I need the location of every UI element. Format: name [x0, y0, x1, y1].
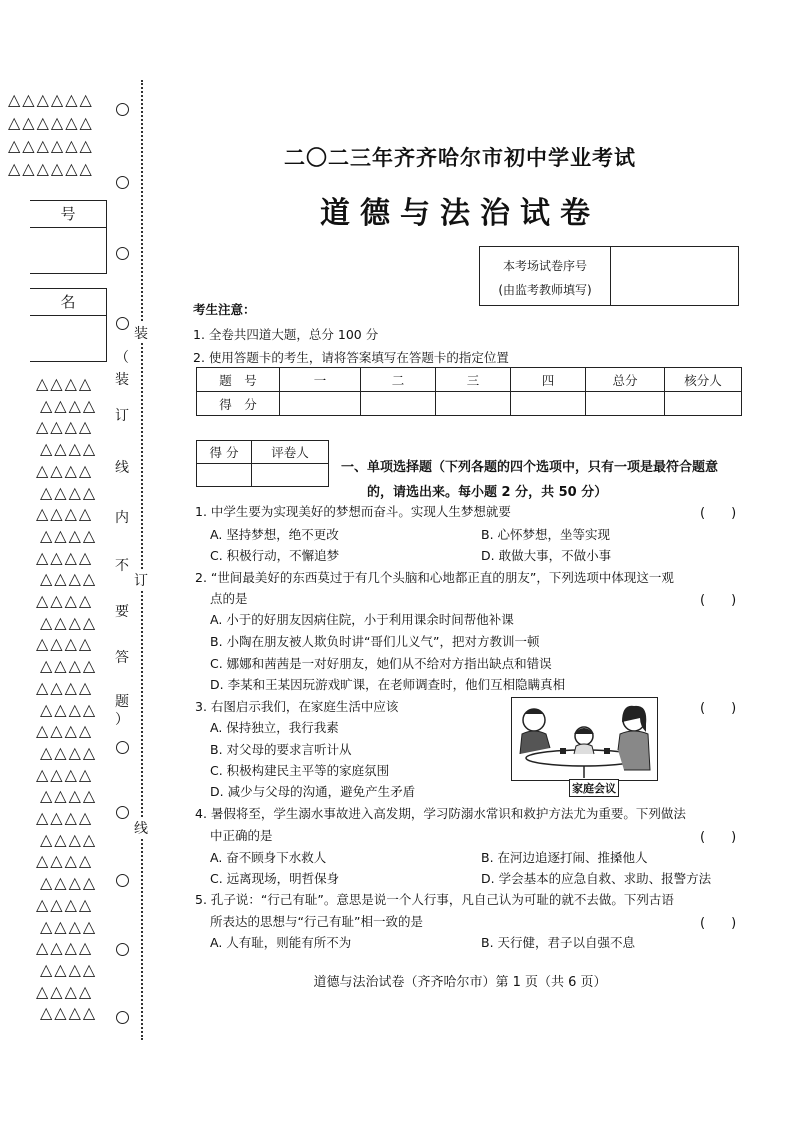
section-heading-line: 的，请选出来。每小题 2 分，共 50 分）	[367, 485, 608, 500]
option: A. 人有耻，则能有所不为	[210, 935, 352, 950]
option: D. 敢做大事，不做小事	[481, 548, 612, 563]
grader-score-cell[interactable]	[197, 464, 252, 487]
score-table-header: 二	[361, 368, 436, 392]
binding-char: 订	[115, 408, 129, 424]
score-cell[interactable]	[361, 392, 436, 416]
score-cell[interactable]	[586, 392, 665, 416]
serial-number-box	[479, 246, 739, 306]
question-stem: 所表达的思想与“行己有耻”相一致的是	[210, 914, 423, 929]
question-stem: 2. “世间最美好的东西莫过于有几个头脑和心地都正直的朋友”，下列选项中体现这一观	[195, 570, 674, 585]
serial-label: 本考场试卷序号	[502, 259, 587, 273]
triangle-row: △△△△	[36, 634, 94, 653]
student-name-label: 名	[60, 293, 76, 311]
question-stem: 4. 暑假将至，学生溺水事故进入高发期，学习防溺水常识和救护方法尤为重要。下列做法	[195, 806, 686, 821]
serial-note: (由监考教师填写)	[498, 283, 592, 297]
question-stem: 1. 中学生要为实现美好的梦想而奋斗。实现人生梦想就要	[195, 504, 511, 519]
grader-name-label: 评卷人	[252, 441, 329, 464]
binding-hole	[116, 103, 129, 116]
triangle-row: △△△△	[36, 938, 94, 957]
binding-char: （	[115, 350, 129, 366]
option: A. 小于的好朋友因病住院，小于利用课余时间帮他补课	[210, 612, 514, 627]
triangle-row: △△△△	[36, 808, 94, 827]
option: B. 对父母的要求言听计从	[210, 742, 352, 757]
triangle-row: △△△△	[36, 851, 94, 870]
binding-hole	[116, 176, 129, 189]
answer-parentheses[interactable]: ( )	[700, 701, 737, 716]
binding-hole	[116, 1011, 129, 1024]
binding-char: 题	[115, 694, 129, 710]
binding-mark-xian: 线	[134, 818, 148, 838]
notes-item: 1. 全卷共四道大题，总分 100 分	[193, 327, 379, 342]
exam-title: 二〇二三年齐齐哈尔市初中学业考试	[284, 146, 636, 170]
grader-name-cell[interactable]	[252, 464, 329, 487]
binding-hole	[116, 874, 129, 887]
option: A. 坚持梦想，绝不更改	[210, 527, 339, 542]
student-number-label: 号	[60, 205, 76, 223]
score-cell[interactable]	[511, 392, 586, 416]
triangle-row: △△△△	[40, 656, 98, 675]
score-table-header: 四	[511, 368, 586, 392]
option: C. 积极构建民主平等的家庭氛围	[210, 763, 390, 778]
binding-line	[141, 80, 143, 1040]
triangle-row: △△△△	[40, 743, 98, 762]
triangle-row: △△△△	[36, 461, 94, 480]
binding-char: 要	[115, 604, 129, 620]
triangle-row: △△△△△△	[8, 113, 94, 132]
binding-hole	[116, 806, 129, 819]
question-stem: 5. 孔子说：“行己有耻”。意思是说一个人行事，凡自己认为可耻的就不去做。下列古语	[195, 892, 674, 907]
triangle-row: △△△△	[40, 569, 98, 588]
triangle-row: △△△△△△	[8, 90, 94, 109]
answer-parentheses[interactable]: ( )	[700, 593, 737, 608]
triangle-row: △△△△	[36, 417, 94, 436]
option: B. 天行健，君子以自强不息	[481, 935, 636, 950]
score-cell[interactable]	[280, 392, 361, 416]
question-stem: 3. 右图启示我们，在家庭生活中应该	[195, 699, 399, 714]
triangle-row: △△△△	[40, 483, 98, 502]
score-table-header: 总分	[586, 368, 665, 392]
binding-char: 内	[115, 510, 129, 526]
exam-subject: 道德与法治试卷	[320, 196, 600, 231]
triangle-row: △△△△	[40, 830, 98, 849]
option: B. 心怀梦想，坐等实现	[481, 527, 611, 542]
triangle-row: △△△△△△	[8, 136, 94, 155]
triangle-row: △△△△	[40, 526, 98, 545]
section-heading	[341, 455, 741, 505]
score-table	[196, 367, 742, 416]
score-table-header: 一	[280, 368, 361, 392]
option: C. 积极行动，不懈追梦	[210, 548, 340, 563]
binding-hole	[116, 247, 129, 260]
binding-hole	[116, 943, 129, 956]
option: B. 在河边追逐打闹、推搡他人	[481, 850, 648, 865]
triangle-row: △△△△	[36, 982, 94, 1001]
binding-char: 装	[115, 372, 129, 388]
binding-char: 不	[115, 558, 129, 574]
option: D. 学会基本的应急自救、求助、报警方法	[481, 871, 712, 886]
student-number-box	[30, 200, 107, 274]
illustration-caption: 家庭会议	[569, 779, 619, 797]
triangle-row: △△△△△△	[8, 159, 94, 178]
triangle-row: △△△△	[36, 548, 94, 567]
triangle-row: △△△△	[36, 374, 94, 393]
triangle-row: △△△△	[36, 721, 94, 740]
binding-mark-zhuang: 装	[134, 323, 148, 343]
triangle-row: △△△△	[36, 765, 94, 784]
triangle-row: △△△△	[40, 439, 98, 458]
triangle-row: △△△△	[36, 591, 94, 610]
score-cell[interactable]	[665, 392, 742, 416]
notes-item: 2. 使用答题卡的考生，请将答案填写在答题卡的指定位置	[193, 350, 509, 365]
triangle-row: △△△△	[36, 895, 94, 914]
triangle-row: △△△△	[36, 504, 94, 523]
score-table-header: 题 号	[197, 368, 280, 392]
student-name-box	[30, 288, 107, 362]
triangle-row: △△△△	[40, 1003, 98, 1022]
binding-char: 线	[115, 460, 129, 476]
triangle-row: △△△△	[40, 873, 98, 892]
grader-score-label: 得 分	[197, 441, 252, 464]
triangle-row: △△△△	[40, 960, 98, 979]
option: C. 远离现场，明哲保身	[210, 871, 340, 886]
question-stem: 点的是	[210, 591, 248, 606]
binding-char: 答	[115, 650, 129, 666]
score-cell[interactable]	[436, 392, 511, 416]
grader-table	[196, 440, 329, 487]
family-meeting-illustration	[511, 697, 658, 781]
binding-mark-ding: 订	[134, 570, 148, 590]
triangle-row: △△△△	[40, 396, 98, 415]
option: A. 保持独立，我行我素	[210, 720, 339, 735]
score-table-header: 核分人	[665, 368, 742, 392]
binding-hole	[116, 317, 129, 330]
binding-char: ）	[115, 712, 129, 728]
option: C. 娜娜和茜茜是一对好朋友，她们从不给对方指出缺点和错误	[210, 656, 552, 671]
notes-title: 考生注意：	[193, 302, 256, 317]
answer-parentheses[interactable]: ( )	[700, 916, 737, 931]
section-heading-line: 一、单项选择题（下列各题的四个选项中，只有一项是最符合题意	[341, 460, 719, 475]
option: D. 减少与父母的沟通，避免产生矛盾	[210, 784, 416, 799]
option: A. 奋不顾身下水救人	[210, 850, 327, 865]
triangle-row: △△△△	[40, 613, 98, 632]
score-table-header: 三	[436, 368, 511, 392]
family-meeting-drawing	[512, 698, 657, 780]
triangle-row: △△△△	[40, 700, 98, 719]
question-stem: 中正确的是	[210, 828, 273, 843]
binding-hole	[116, 741, 129, 754]
triangle-row: △△△△	[36, 678, 94, 697]
option: B. 小陶在朋友被人欺负时讲“哥们儿义气”，把对方教训一顿	[210, 634, 540, 649]
triangle-row: △△△△	[40, 917, 98, 936]
option: D. 李某和王某因玩游戏旷课，在老师调查时，他们互相隐瞒真相	[210, 677, 566, 692]
triangle-row: △△△△	[40, 786, 98, 805]
serial-label-cell	[480, 247, 611, 305]
answer-parentheses[interactable]: ( )	[700, 506, 737, 521]
page-footer: 道德与法治试卷（齐齐哈尔市）第 1 页（共 6 页）	[313, 975, 607, 990]
answer-parentheses[interactable]: ( )	[700, 830, 737, 845]
score-table-row-label: 得 分	[197, 392, 280, 416]
